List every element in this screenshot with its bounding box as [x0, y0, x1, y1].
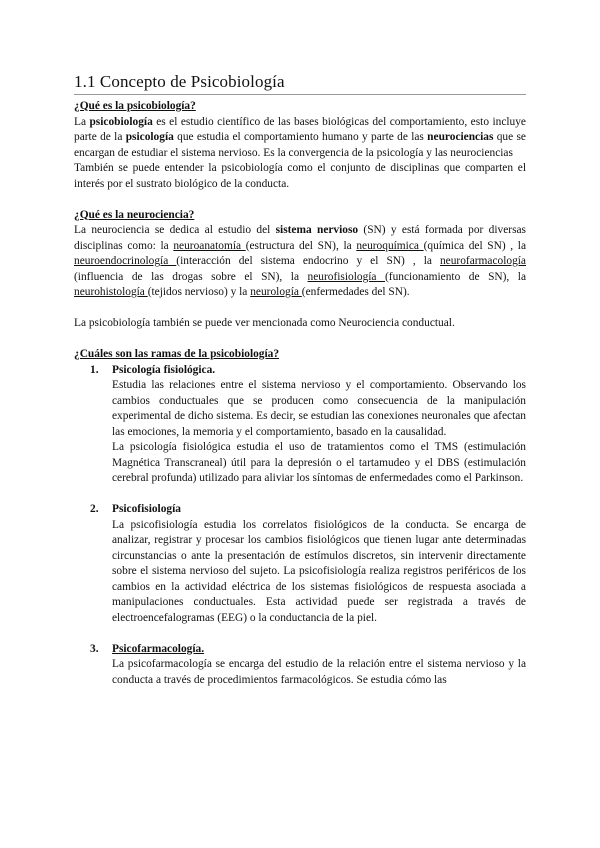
list-item	[74, 363, 526, 487]
text-run: que estudia el comportamiento humano y parte de las	[173, 131, 428, 143]
list-item-title: Psicofisiología	[112, 503, 181, 515]
underlined-term: neurofisiología	[307, 270, 386, 283]
bold-term: sistema nervioso	[275, 224, 359, 236]
bold-term: neurociencias	[427, 131, 494, 143]
text-run: es el estudio científico de las bases biológicas del comportamiento, esto incluye parte de la	[74, 115, 526, 143]
list-item-paragraph: Estudia las relaciones entre el sistema nervioso y el comportamiento. Observando los cambios conductuales que se producen como consecuencia de la manipulación experimental de dicho sistema. Es decir, se estudian las conexiones neuronales que afectan las emociones, la memoria y el comportamiento, basado en la causalidad.	[112, 379, 526, 438]
section-title: 1.1 Concepto de Psicobiología	[74, 72, 526, 95]
underlined-term: neuroanatomía	[173, 239, 246, 252]
branches-list	[74, 363, 526, 689]
paragraph-neurociencia-conductual: La psicobiología también se puede ver mencionada como Neurociencia conductual.	[74, 317, 455, 329]
list-item-title: Psicología fisiológica.	[112, 363, 216, 376]
question-heading-ramas: ¿Cuáles son las ramas de la psicobiología?	[74, 348, 280, 360]
underlined-term: neurofarmacología	[439, 255, 526, 267]
bold-term: psicobiología	[89, 115, 153, 128]
document-page	[74, 72, 526, 688]
list-item	[74, 642, 526, 689]
text-run: (química del SN) , la	[423, 239, 526, 252]
list-item	[74, 502, 526, 626]
question-heading-neurociencia: ¿Qué es la neurociencia?	[74, 208, 195, 221]
list-item-number: 3.	[90, 642, 99, 655]
text-run: (enfermedades del SN).	[301, 286, 410, 298]
paragraph-psicobiologia-definition	[74, 115, 526, 162]
underlined-term: neuroquímica	[356, 239, 424, 252]
question-heading-psicobiologia: ¿Qué es la psicobiología?	[74, 100, 196, 112]
list-item-number: 1.	[90, 363, 99, 376]
bold-term: psicología	[125, 131, 174, 143]
text-run: (influencia de las drogas sobre el SN), la	[74, 270, 308, 283]
list-item-paragraph: La psicofarmacología se encarga del estudio de la relación entre el sistema nervioso y la conducta a través de procedimientos farmacológicos. Se estudia cómo las	[112, 658, 526, 686]
text-run: que se encargan de estudiar el sistema nervioso. Es la convergencia de la psicología y las neurociencias	[74, 131, 526, 159]
text-run: (SN) y está formada por diversas disciplinas como: la	[74, 224, 526, 252]
paragraph-neurociencia-definition	[74, 223, 526, 301]
text-run: (tejidos nervioso) y la	[147, 286, 251, 298]
list-item-number: 2.	[90, 503, 99, 515]
text-run: (interacción del sistema endocrino y el SN) , la	[176, 255, 440, 267]
list-item-title: Psicofarmacología.	[112, 642, 205, 655]
text-run: La neurociencia se dedica al estudio del	[74, 224, 276, 236]
text-run: (funcionamiento de SN), la	[385, 270, 527, 283]
paragraph-psicobiologia-alternative: También se puede entender la psicobiología como el conjunto de disciplinas que comparten el interés por el sustrato biológico de la conducta.	[74, 162, 526, 190]
list-item-paragraph: La psicología fisiológica estudia el uso de tratamientos como el TMS (estimulación Magnética Transcraneal) útil para la depresión o el tartamudeo y el DBS (estimulación cerebral profunda) utilizado para aliviar los síntomas de enfermedades como el Parkinson.	[112, 441, 526, 484]
underlined-term: neurohistología	[74, 286, 148, 298]
list-item-paragraph: La psicofisiología estudia los correlatos fisiológicos de la conducta. Se encarga de analizar, registrar y procesar los cambios fisiológicos que tienen lugar ante determinadas circunstancias o ante la presentación de estímulos discretos, sin intervenir directamente sobre el sistema nervioso del sujeto. La psicofisiología realiza registros periféricos de los cambios en la actividad eléctrica de los sistemas fisiológicos de respuesta asociada a manipulaciones conductuales. Esta actividad puede ser registrada a través de electroencefalogramas (EEG) o la conductancia de la piel.	[112, 518, 526, 624]
underlined-term: neurología	[250, 286, 302, 298]
text-run: (estructura del SN), la	[245, 239, 357, 252]
text-run: La	[74, 115, 90, 128]
underlined-term: neuroendocrinología	[74, 255, 177, 267]
